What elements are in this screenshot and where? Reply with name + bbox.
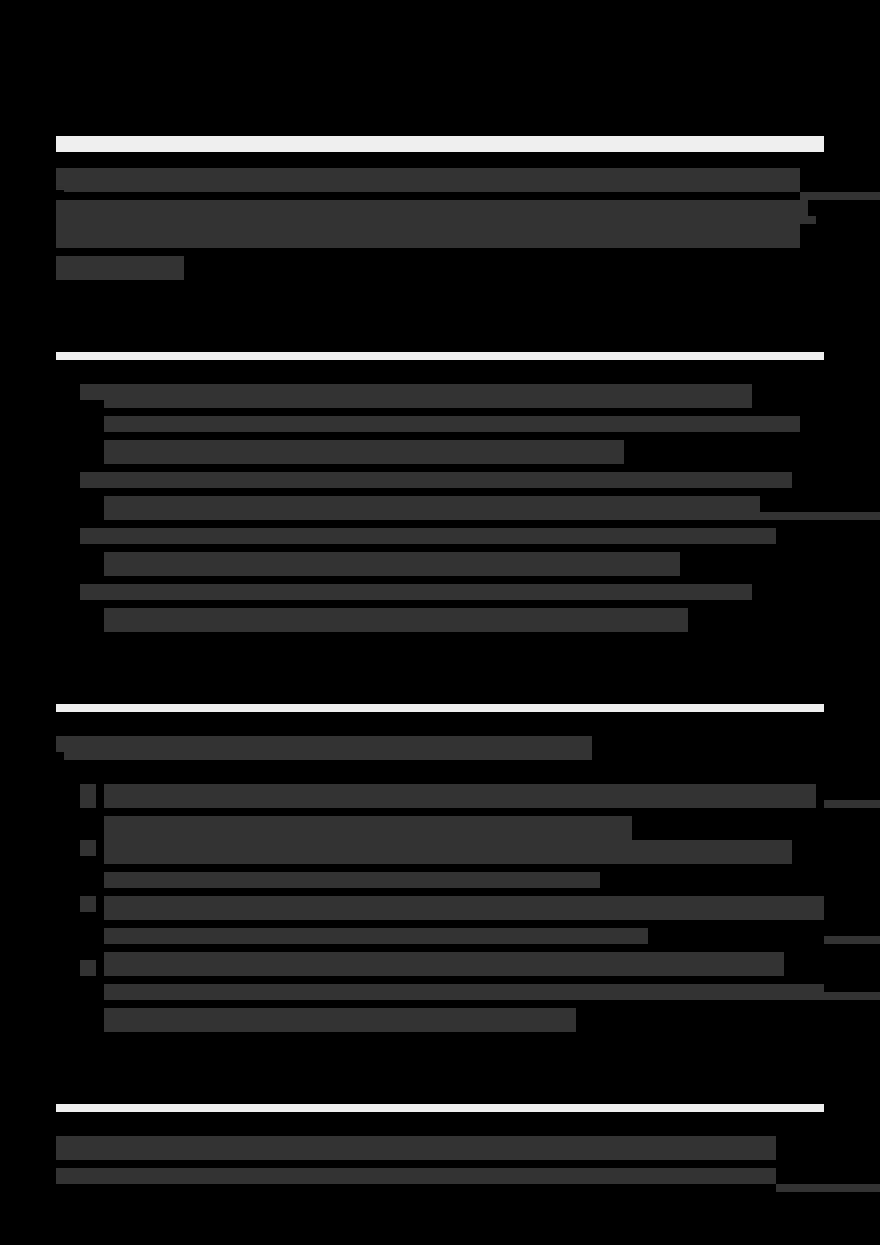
- redacted-text-line: [104, 952, 784, 976]
- list-number-marker: [80, 840, 96, 856]
- redacted-text-line: [56, 224, 800, 248]
- redacted-text-line: [104, 784, 816, 808]
- redacted-text-line: [104, 816, 632, 840]
- redacted-subtitle: [64, 752, 592, 760]
- redacted-text-line: [104, 552, 680, 576]
- redacted-text-line: [80, 384, 752, 400]
- list-number-marker: [80, 960, 96, 976]
- list-number-marker: [80, 784, 96, 808]
- section-divider-3: [56, 704, 824, 712]
- redacted-text-line: [56, 200, 808, 216]
- redacted-stray-line: [800, 192, 880, 200]
- redacted-stray-line: [776, 1184, 880, 1192]
- redacted-text-line: [104, 608, 688, 632]
- redacted-text-line: [56, 1168, 776, 1184]
- redacted-text-line: [104, 416, 800, 432]
- section-divider-1: [56, 136, 824, 152]
- redacted-text-line: [104, 840, 792, 864]
- redacted-stray-line: [824, 800, 880, 808]
- list-number-marker: [80, 896, 96, 912]
- redacted-text-line: [104, 496, 760, 520]
- redacted-text-line: [64, 176, 800, 192]
- redacted-text-line: [104, 400, 752, 408]
- redacted-text-line: [104, 1008, 576, 1032]
- redacted-text-line: [56, 256, 184, 280]
- redacted-text-line: [104, 872, 600, 888]
- redacted-text-line: [104, 896, 824, 920]
- redacted-text-line: [56, 1136, 776, 1160]
- redacted-text-line: [80, 584, 752, 600]
- redacted-text-line: [104, 984, 824, 1000]
- redacted-text-line: [104, 928, 648, 944]
- redacted-text-line: [56, 216, 816, 224]
- redacted-text-line: [80, 528, 776, 544]
- redacted-subtitle: [56, 736, 592, 752]
- section-divider-2: [56, 352, 824, 360]
- redacted-text-line: [80, 472, 792, 488]
- redacted-stray-line: [760, 512, 880, 520]
- redacted-stray-line: [824, 992, 880, 1000]
- redacted-stray-line: [824, 936, 880, 944]
- section-divider-4: [56, 1104, 824, 1112]
- redacted-text-line: [104, 440, 624, 464]
